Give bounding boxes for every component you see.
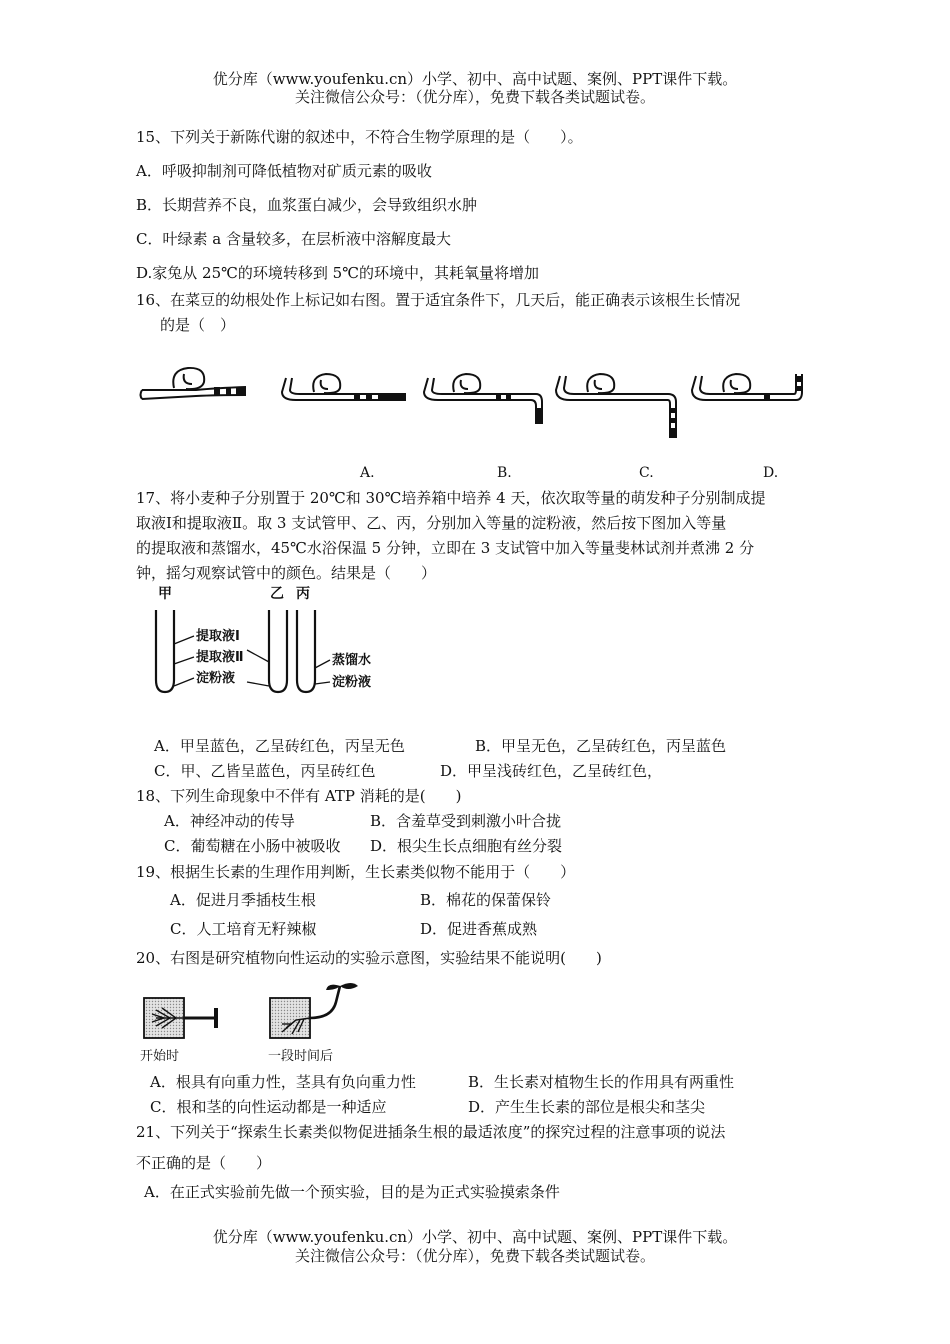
q17-stem-line-2: 取液Ⅰ和提取液Ⅱ。取 3 支试管甲、乙、丙，分别加入等量的淀粉液，然后按下图加入等量 — [136, 514, 727, 532]
label-extract-2: 提取液Ⅱ — [196, 650, 244, 665]
q20-tropism-figure — [136, 976, 376, 1066]
label-extract-1: 提取液Ⅰ — [196, 629, 240, 644]
q19-option-c: C．人工培育无籽辣椒 — [170, 920, 317, 938]
q20-option-b: B．生长素对植物生长的作用具有两重性 — [468, 1073, 735, 1091]
q15-option-d: D.家兔从 25℃的环境转移到 5℃的环境中，其耗氧量将增加 — [136, 264, 539, 282]
q16-root-figure — [136, 362, 816, 444]
q16-label-b: B. — [497, 465, 512, 481]
q17-option-c: C．甲、乙皆呈蓝色，丙呈砖红色 — [154, 762, 376, 780]
q17-stem-line-1: 17、将小麦种子分别置于 20℃和 30℃培养箱中培养 4 天，依次取等量的萌发种子分别制成提 — [136, 489, 766, 507]
q16-stem-line-1: 16、在菜豆的幼根处作上标记如右图。置于适宜条件下，几天后，能正确表示该根生长情况 — [136, 291, 741, 309]
q21-stem-line-2: 不正确的是（ ） — [136, 1154, 272, 1172]
q20-option-c: C．根和茎的向性运动都是一种适应 — [150, 1098, 387, 1116]
header-line-2: 关注微信公众号：（优分库），免费下载各类试题试卷。 — [294, 88, 655, 106]
q19-option-a: A．促进月季插枝生根 — [170, 891, 316, 909]
q17-stem-line-3: 的提取液和蒸馏水，45℃水浴保温 5 分钟，立即在 3 支试管中加入等量斐林试剂并煮沸 2 分 — [136, 539, 755, 557]
label-starch-2: 淀粉液 — [332, 675, 372, 690]
footer-line-1: 优分库（www.youfenku.cn）小学、初中、高中试题、案例、PPT课件下载。 — [212, 1228, 738, 1246]
q17-test-tube-figure — [150, 582, 390, 698]
q19-option-b: B．棉花的保蕾保铃 — [420, 891, 552, 909]
q15-option-a: A．呼吸抑制剂可降低植物对矿质元素的吸收 — [136, 162, 432, 180]
q18-option-b: B．含羞草受到刺激小叶合拢 — [370, 812, 562, 830]
q15-option-b: B．长期营养不良，血浆蛋白减少，会导致组织水肿 — [136, 196, 478, 214]
q18-option-a: A．神经冲动的传导 — [164, 812, 295, 830]
header-line-1: 优分库（www.youfenku.cn）小学、初中、高中试题、案例、PPT课件下载。 — [212, 70, 738, 88]
q17-stem-line-4: 钟，摇匀观察试管中的颜色。结果是（ ） — [136, 564, 437, 582]
caption-after: 一段时间后 — [268, 1049, 334, 1064]
q20-option-a: A．根具有向重力性，茎具有负向重力性 — [150, 1073, 416, 1091]
q19-option-d: D．促进香蕉成熟 — [420, 920, 538, 938]
q20-stem: 20、右图是研究植物向性运动的实验示意图，实验结果不能说明( ) — [136, 949, 602, 967]
tube-label-jia: 甲 — [158, 586, 172, 602]
q17-option-d: D．甲呈浅砖红色，乙呈砖红色， — [440, 762, 663, 780]
q21-stem-line-1: 21、下列关于“探索生长素类似物促进插条生根的最适浓度”的探究过程的注意事项的说法 — [136, 1123, 726, 1141]
q18-option-c: C．葡萄糖在小肠中被吸收 — [164, 837, 341, 855]
label-starch-1: 淀粉液 — [196, 671, 236, 686]
q18-stem: 18、下列生命现象中不伴有 ATP 消耗的是( ) — [136, 787, 462, 805]
q16-label-d: D. — [763, 465, 779, 481]
tube-label-yi: 乙 — [270, 586, 284, 602]
q16-stem-line-2: 的是（ ） — [160, 316, 236, 334]
q17-option-b: B．甲呈无色，乙呈砖红色，丙呈蓝色 — [475, 737, 727, 755]
q18-option-d: D．根尖生长点细胞有丝分裂 — [370, 837, 563, 855]
q19-stem: 19、根据生长素的生理作用判断，生长素类似物不能用于（ ） — [136, 863, 576, 881]
q21-option-a: A．在正式实验前先做一个预实验，目的是为正式实验摸索条件 — [144, 1183, 560, 1201]
q16-label-c: C. — [639, 465, 654, 481]
caption-start: 开始时 — [140, 1049, 180, 1064]
q15-stem: 15、下列关于新陈代谢的叙述中，不符合生物学原理的是（ ）。 — [136, 128, 583, 146]
q17-option-a: A．甲呈蓝色，乙呈砖红色，丙呈无色 — [154, 737, 405, 755]
q16-label-a: A. — [360, 465, 375, 481]
footer-line-2: 关注微信公众号：（优分库），免费下载各类试题试卷。 — [294, 1247, 655, 1265]
q20-option-d: D．产生生长素的部位是根尖和茎尖 — [468, 1098, 706, 1116]
label-distilled-water: 蒸馏水 — [332, 653, 372, 668]
q15-option-c: C．叶绿素 a 含量较多，在层析液中溶解度最大 — [136, 230, 451, 248]
tube-label-bing: 丙 — [296, 586, 310, 602]
